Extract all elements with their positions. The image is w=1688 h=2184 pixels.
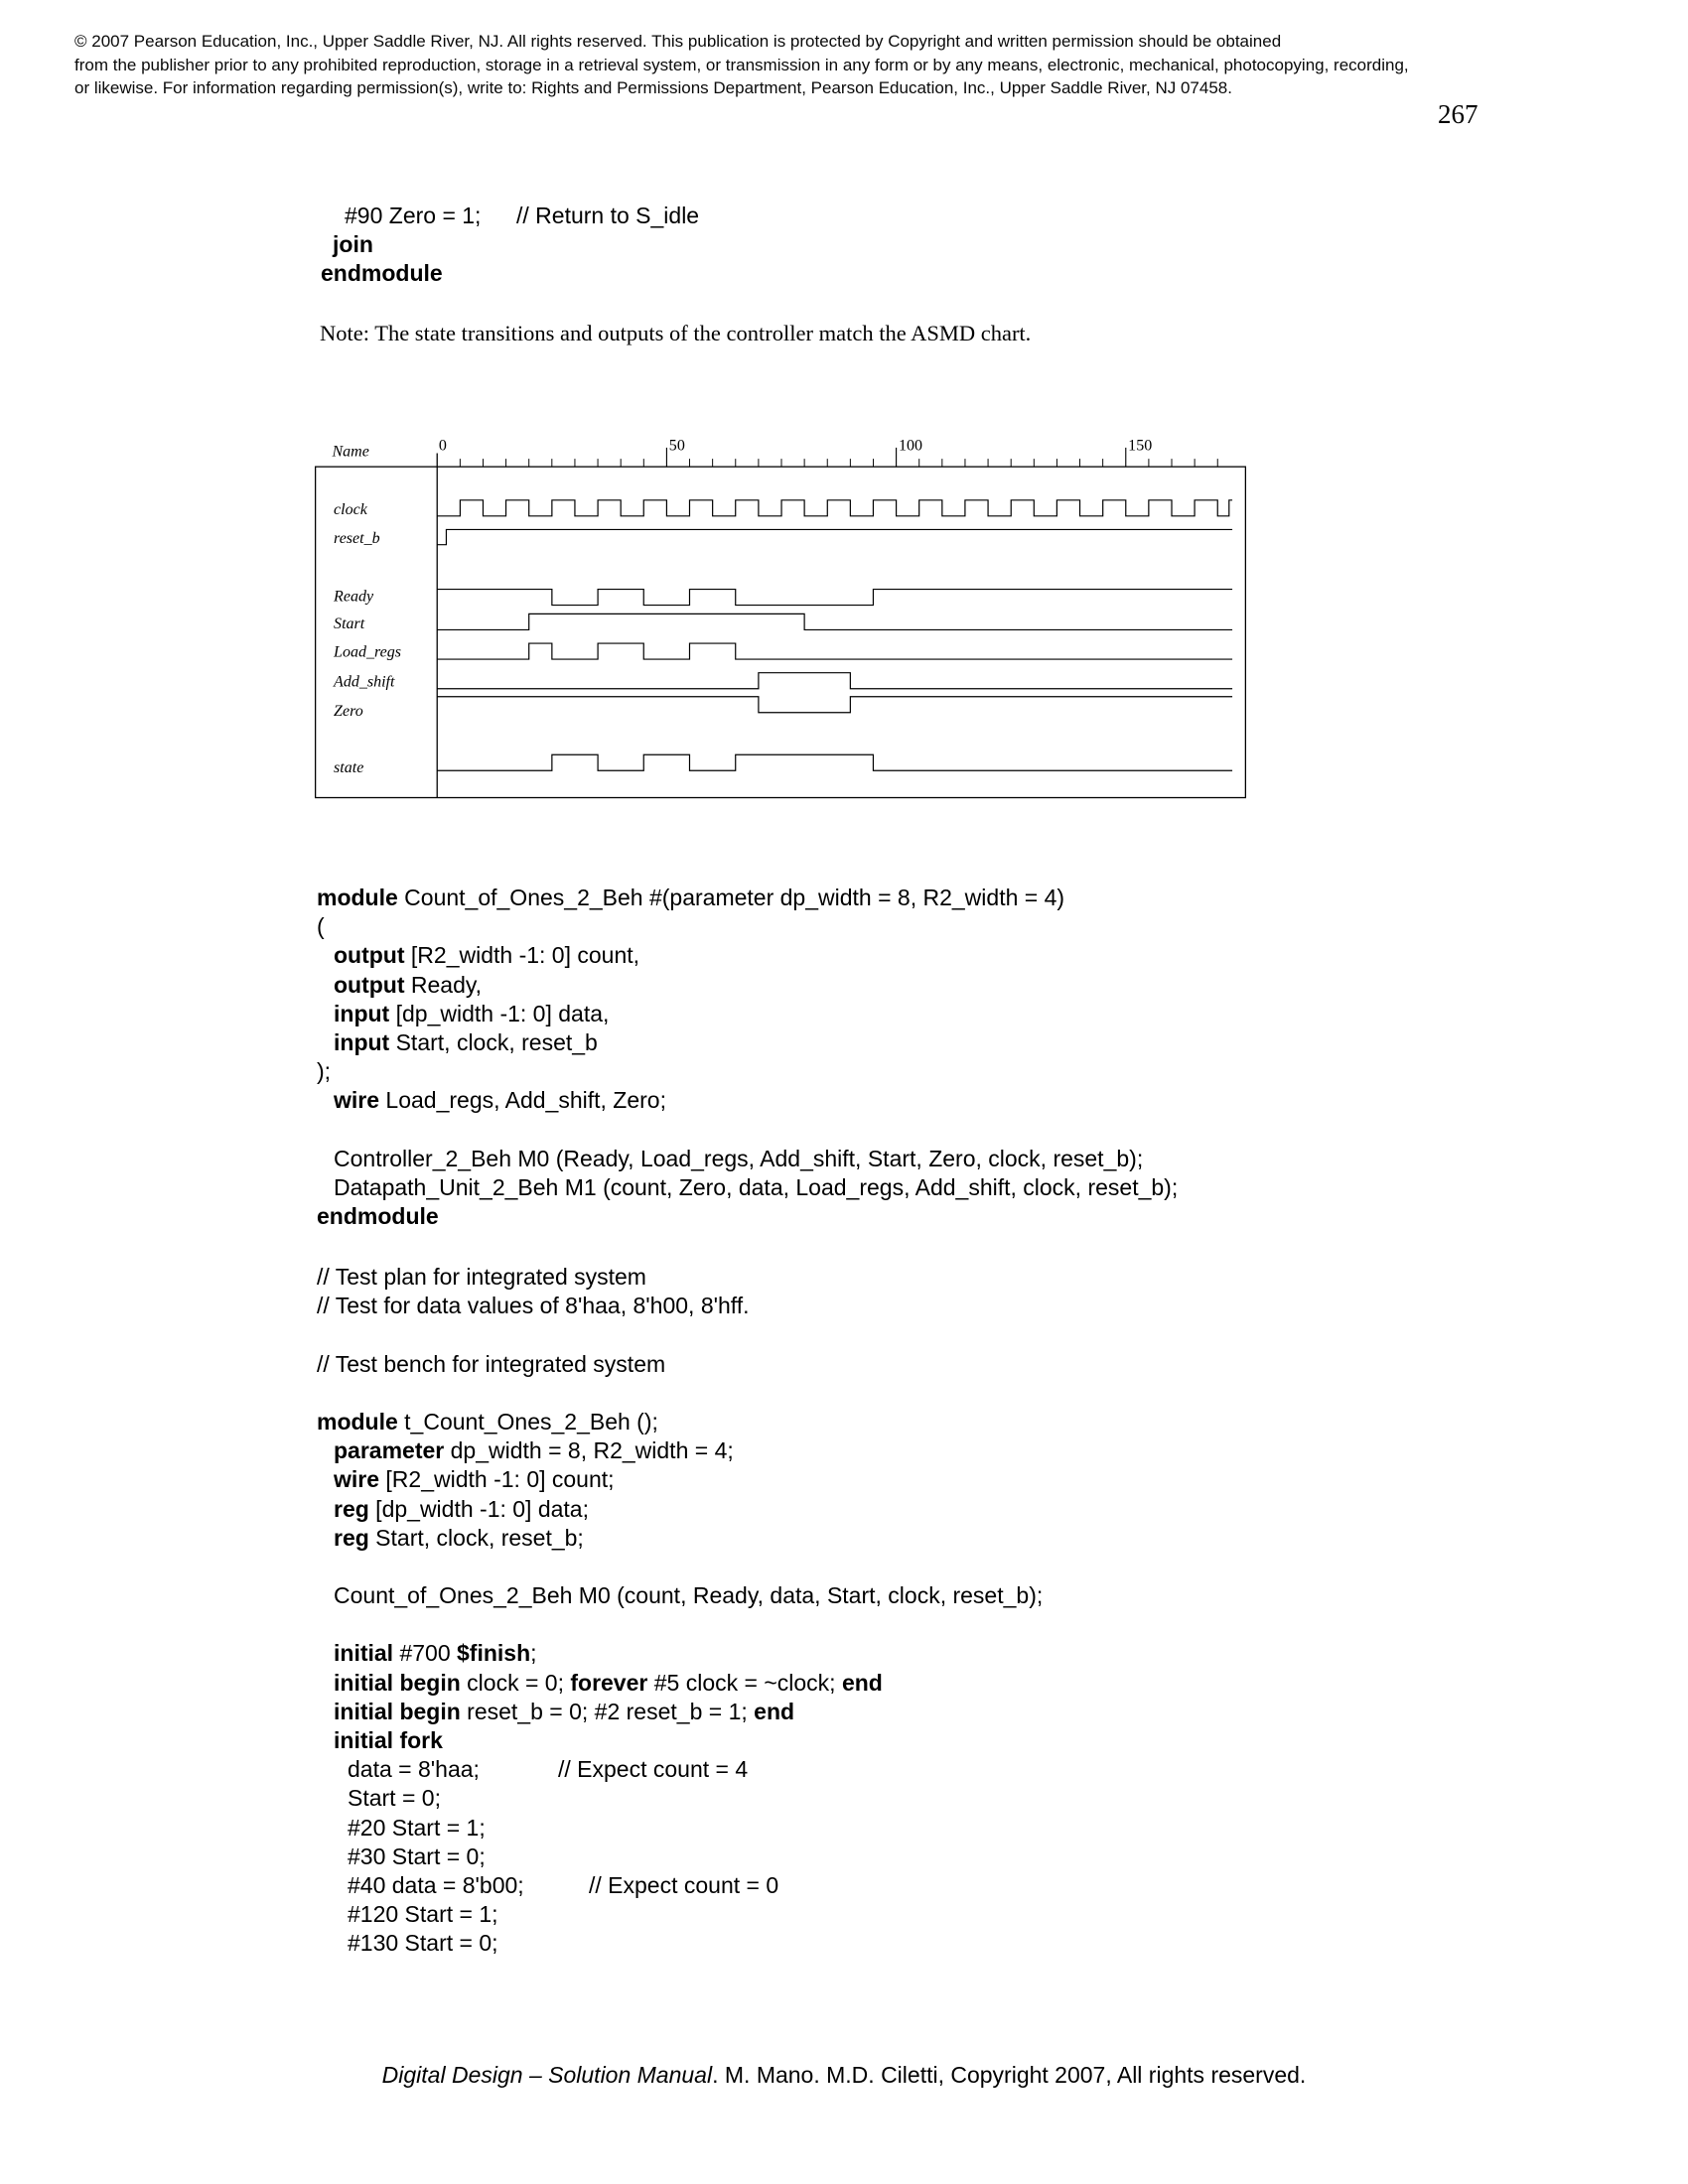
code-text: module	[317, 1408, 398, 1434]
axis-tick-label: 0	[438, 437, 447, 455]
axis-tick-label: 50	[668, 437, 685, 455]
code-line	[317, 912, 1178, 941]
code-text: [R2_width -1: 0] count,	[404, 942, 640, 969]
code-text: reg	[334, 1524, 369, 1551]
code-text: initial begin	[334, 1669, 461, 1696]
code-line	[317, 1379, 1043, 1408]
code-text: endmodule	[317, 1203, 439, 1230]
code-text: Datapath_Unit_2_Beh M1 (count, Zero, data, Load_regs, Add_shift, clock, reset_b);	[334, 1173, 1179, 1200]
axis-tick-label: 150	[1128, 437, 1153, 455]
code-line	[317, 1202, 1178, 1231]
code-text: input	[334, 1028, 390, 1055]
footer-title: Digital Design – Solution Manual	[381, 2062, 713, 2088]
code-line	[317, 1263, 1043, 1292]
waveform-signal-label: Add_shift	[334, 673, 395, 691]
code-text: forever	[570, 1669, 648, 1696]
code-line	[317, 1726, 1043, 1755]
code-text: Start, clock, reset_b	[389, 1028, 598, 1055]
copyright-line: or likewise. For information regarding permission(s), write to: Rights and Permissions Department, Pearson Education, Inc., Upper Saddle River, NJ 07458.	[74, 78, 1232, 97]
code-text: endmodule	[321, 260, 443, 287]
axis-tick-label: 100	[899, 437, 923, 455]
code-line	[317, 1057, 1178, 1086]
code-text: // Test bench for integrated system	[317, 1350, 666, 1377]
code-text: #40 data = 8'b00;	[348, 1871, 524, 1898]
code-text: t_Count_Ones_2_Beh ();	[397, 1408, 658, 1434]
waveform-signal-label: Load_regs	[334, 643, 401, 661]
code-text: #30 Start = 0;	[348, 1843, 486, 1869]
code-block-module	[317, 884, 1178, 1231]
code-text: initial fork	[334, 1727, 443, 1753]
code-text: (	[317, 913, 325, 940]
waveform-trace-Add_shift	[437, 673, 1232, 689]
code-text: reset_b = 0; #2 reset_b = 1;	[460, 1698, 755, 1724]
copyright-line: © 2007 Pearson Education, Inc., Upper Saddle River, NJ. All rights reserved. This publication is protected by Copyright and written permission should be obtained	[74, 32, 1282, 51]
code-text: data = 8'haa;	[348, 1756, 480, 1783]
code-line	[317, 1698, 1043, 1726]
code-line	[317, 1495, 1043, 1524]
waveform-trace-state	[437, 754, 1232, 770]
waveform-trace-Ready	[437, 590, 1232, 606]
code-block-testbench	[317, 1263, 1043, 1959]
waveform-signal-label: Ready	[334, 588, 374, 606]
code-line	[317, 1320, 1043, 1349]
footer-attribution	[0, 2062, 1688, 2089]
code-text: join	[333, 231, 373, 258]
code-line	[317, 1408, 1043, 1436]
waveform-trace-clock	[437, 500, 1232, 516]
code-text: // Test for data values of 8'haa, 8'h00, 8'hff.	[317, 1293, 750, 1319]
code-text: output	[334, 942, 405, 969]
code-text: dp_width = 8, R2_width = 4;	[444, 1437, 734, 1464]
waveform-signal-label: Zero	[334, 702, 363, 720]
code-text: end	[754, 1698, 795, 1724]
code-line	[321, 259, 481, 288]
code-text: initial begin	[334, 1698, 461, 1724]
code-line	[317, 1755, 1043, 1784]
code-text: reg	[334, 1495, 369, 1522]
waveform-trace-Load_regs	[437, 643, 1232, 659]
code-text: clock = 0;	[460, 1669, 571, 1696]
code-comment: // Expect count = 0	[589, 1871, 779, 1898]
code-text: #120 Start = 1;	[348, 1901, 498, 1928]
name-column-label: Name	[332, 443, 369, 461]
code-text: #5 clock = ~clock;	[647, 1669, 842, 1696]
code-text: wire	[334, 1466, 380, 1493]
code-text: Ready,	[404, 971, 483, 998]
code-line	[317, 1784, 1043, 1813]
code-text: end	[841, 1669, 883, 1696]
code-comment: // Expect count = 4	[558, 1756, 749, 1783]
code-text: Start, clock, reset_b;	[368, 1524, 584, 1551]
code-text: [dp_width -1: 0] data;	[368, 1495, 589, 1522]
waveform-signal-label: clock	[334, 501, 367, 519]
code-comment: // Return to S_idle	[516, 203, 700, 228]
code-text: Controller_2_Beh M0 (Ready, Load_regs, Add_shift, Start, Zero, clock, reset_b);	[334, 1145, 1144, 1171]
copyright-line: from the publisher prior to any prohibited reproduction, storage in a retrieval system, or transmission in any form or by any means, electronic, mechanical, photocopying, recording,	[74, 55, 1409, 74]
waveform-trace-reset_b	[437, 529, 1232, 544]
code-line	[317, 1000, 1178, 1028]
code-text: #130 Start = 0;	[348, 1930, 498, 1957]
waveform-trace-Zero	[437, 697, 1232, 713]
code-text: // Test plan for integrated system	[317, 1264, 646, 1290]
code-text: parameter	[334, 1437, 445, 1464]
code-line	[317, 884, 1178, 912]
code-text: #700	[393, 1640, 458, 1667]
waveform-signal-label: reset_b	[334, 530, 380, 548]
code-text: Count_of_Ones_2_Beh M0 (count, Ready, data, Start, clock, reset_b);	[334, 1582, 1044, 1609]
code-text: );	[317, 1058, 332, 1085]
code-line	[317, 1814, 1043, 1843]
note-text: Note: The state transitions and outputs of the controller match the ASMD chart.	[320, 321, 1032, 345]
code-line	[317, 1553, 1043, 1581]
code-line	[317, 1086, 1178, 1115]
code-text: [dp_width -1: 0] data,	[389, 1000, 610, 1026]
code-line	[317, 1028, 1178, 1057]
code-line	[317, 1610, 1043, 1639]
code-line	[317, 1843, 1043, 1871]
copyright-header	[74, 30, 1643, 100]
page-number: 267	[1438, 99, 1478, 129]
code-text: input	[334, 1000, 390, 1026]
code-line	[317, 1436, 1043, 1465]
code-text: Count_of_Ones_2_Beh #(parameter dp_width = 8, R2_width = 4)	[397, 885, 1065, 910]
code-text: module	[317, 885, 398, 910]
waveform-figure	[298, 377, 1499, 854]
code-line	[317, 1292, 1043, 1320]
waveform-trace-Start	[437, 614, 1232, 629]
code-text: initial	[334, 1640, 394, 1667]
code-text: $finish	[457, 1640, 531, 1667]
code-line	[317, 1524, 1043, 1553]
code-line	[321, 202, 700, 230]
code-block-top	[321, 202, 700, 289]
code-text: Load_regs, Add_shift, Zero;	[379, 1087, 666, 1114]
waveform-signal-label: state	[334, 758, 364, 776]
code-line	[317, 1669, 1043, 1698]
code-text: wire	[334, 1087, 380, 1114]
code-text: #20 Start = 1;	[348, 1814, 486, 1841]
code-line	[317, 1116, 1178, 1145]
code-line	[317, 971, 1178, 1000]
code-text: [R2_width -1: 0] count;	[379, 1466, 615, 1493]
code-line	[317, 1465, 1043, 1494]
code-text: #90 Zero = 1;	[345, 203, 482, 228]
code-line	[317, 1173, 1178, 1202]
code-line	[317, 1639, 1043, 1668]
code-line	[317, 1350, 1043, 1379]
code-text: Start = 0;	[348, 1785, 441, 1812]
code-text: ;	[530, 1640, 537, 1667]
code-line	[317, 1929, 1043, 1958]
footer-rest: . M. Mano. M.D. Ciletti, Copyright 2007, All rights reserved.	[712, 2062, 1307, 2088]
code-line	[321, 230, 481, 259]
code-line	[317, 1581, 1043, 1610]
code-line	[317, 1145, 1178, 1173]
code-text: output	[334, 971, 405, 998]
code-line	[317, 1871, 1043, 1900]
waveform-signal-label: Start	[334, 614, 365, 632]
code-line	[317, 1900, 1043, 1929]
code-line	[317, 941, 1178, 970]
